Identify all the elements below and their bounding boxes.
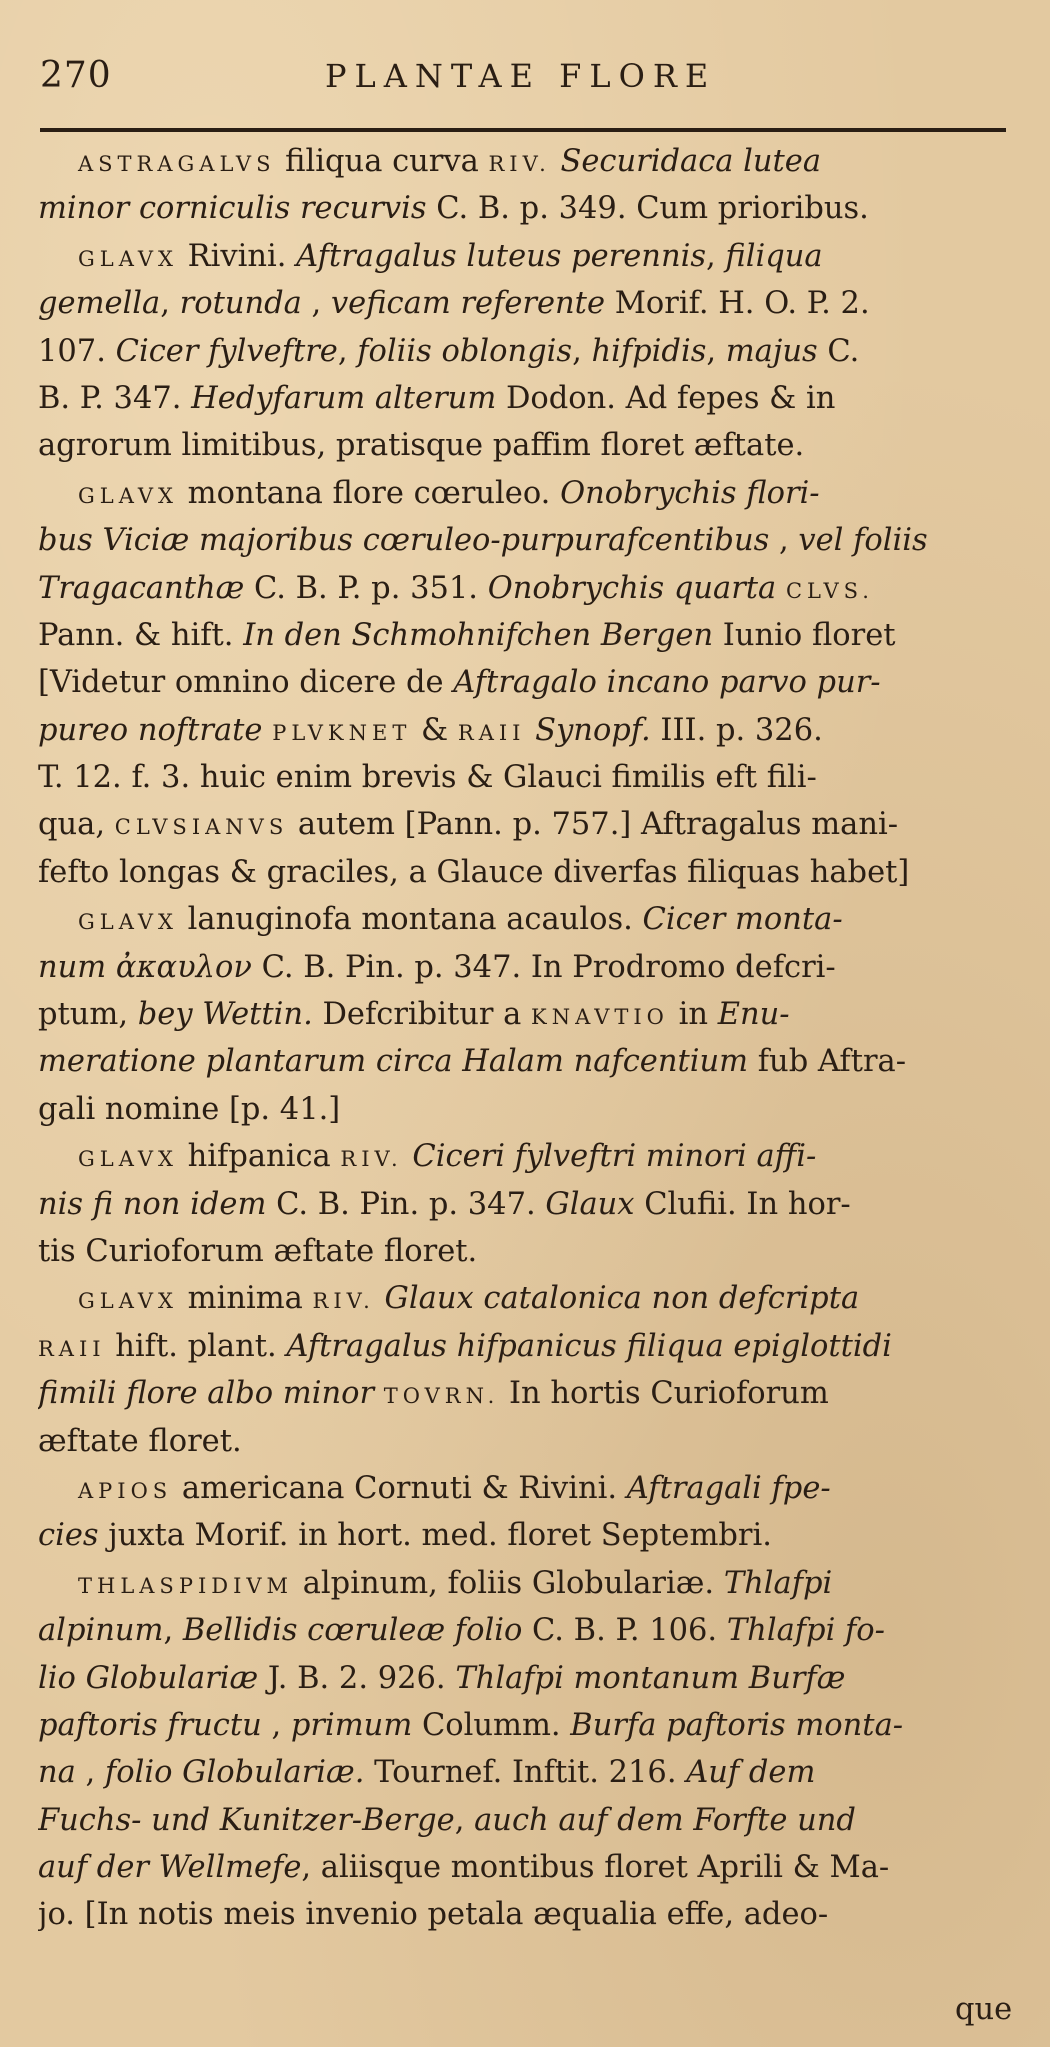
- text-run: tis Curioforum æftate floret.: [38, 1233, 478, 1269]
- italic-text: num: [38, 949, 107, 985]
- text-run: qua,: [38, 807, 115, 843]
- italic-text: vel foliis: [798, 523, 928, 559]
- text-line: [38, 280, 1012, 327]
- italic-text: Glaux: [545, 1186, 635, 1222]
- text-line: [38, 138, 1012, 185]
- small-caps-name: PLVKNET: [272, 720, 412, 745]
- text-run: gali nomine [p. 41.]: [38, 1091, 341, 1127]
- italic-text: Thlafpi montanum Burfæ: [455, 1660, 846, 1696]
- text-run: B. P. 347.: [38, 380, 192, 416]
- small-caps-name: ASTRAGALVS: [78, 152, 276, 176]
- text-run: &: [411, 712, 458, 748]
- text-line: [38, 1228, 1012, 1275]
- text-run: montana flore cœruleo.: [177, 475, 561, 511]
- italic-text: majus: [725, 333, 818, 369]
- text-run: [262, 713, 272, 748]
- italic-text: minor corniculis recurvis: [38, 191, 427, 227]
- italic-text: auf der Wellmefe: [38, 1850, 302, 1886]
- text-run: fub Aftra-: [748, 1044, 907, 1080]
- text-run: C. B. Pin. p. 347.: [266, 1186, 546, 1222]
- text-line: [38, 233, 1012, 280]
- text-run: ,: [706, 333, 726, 369]
- text-run: ptum,: [38, 997, 138, 1033]
- text-line: [38, 801, 1012, 848]
- text-run: ,: [706, 238, 726, 274]
- text-line: [38, 659, 1012, 706]
- text-line: [38, 1323, 1012, 1370]
- text-run: [Videtur omnino dicere de: [38, 665, 454, 701]
- italic-text: hifpidis: [591, 333, 707, 369]
- catchword: que: [955, 1992, 1013, 2027]
- text-line: [38, 517, 1012, 564]
- text-line: [38, 944, 1012, 991]
- text-line: [38, 1749, 1012, 1796]
- small-caps-name: GLAVX: [78, 483, 178, 508]
- text-run: C. B. Pin. p. 347. In Prodromo defcri-: [251, 949, 836, 985]
- text-run: [776, 571, 786, 606]
- italic-text: Aftragalus luteus perennis: [296, 238, 706, 274]
- text-line: [38, 849, 1012, 896]
- italic-text: paftoris fructu: [38, 1707, 262, 1743]
- text-run: jo. [In notis meis invenio petala æqualia effe, adeo-: [38, 1897, 829, 1933]
- text-run: Dodon. Ad fepes & in: [496, 380, 836, 416]
- italic-text: foliis oblongis: [357, 333, 573, 369]
- small-caps-name: GLAVX: [78, 1147, 178, 1172]
- text-line: [38, 375, 1012, 422]
- italic-text: bey Wettin.: [137, 997, 313, 1033]
- text-line: [38, 1844, 1012, 1891]
- small-caps-name: CLVS.: [785, 578, 874, 603]
- text-run: III. p. 326.: [650, 712, 823, 748]
- italic-text: Synopf.: [535, 712, 651, 748]
- running-head: PLANTAE FLORE: [325, 57, 717, 95]
- text-run: Clufii. In hor-: [634, 1186, 851, 1222]
- page-header: [40, 55, 1010, 105]
- text-line: [38, 1465, 1012, 1512]
- italic-text: Tragacanthæ: [38, 570, 245, 606]
- text-line: [38, 1655, 1012, 1702]
- text-line: [38, 1418, 1012, 1465]
- text-line: [38, 328, 1012, 375]
- text-run: ,: [163, 1613, 183, 1649]
- small-caps-name: CLVSIANVS: [114, 815, 289, 840]
- italic-text: Cicer fylveftre: [115, 333, 338, 369]
- text-line: [38, 896, 1012, 943]
- text-run: ,: [75, 1755, 105, 1791]
- text-line: [38, 565, 1012, 612]
- text-line: [38, 612, 1012, 659]
- italic-text: In den Schmohnifchen Bergen: [243, 617, 714, 653]
- text-line: [38, 991, 1012, 1038]
- text-line: [38, 1181, 1012, 1228]
- text-run: ,: [572, 333, 592, 369]
- text-run: Tournef. Inftit. 216.: [364, 1755, 687, 1791]
- text-run: lanuginofa montana acaulos.: [177, 902, 643, 938]
- text-run: fefto longas & graciles, a Glauce diverfas filiquas habet]: [38, 854, 910, 890]
- italic-text: Onobrychis quarta: [487, 570, 777, 606]
- small-caps-name: RIV.: [312, 1289, 375, 1314]
- page-number: 270: [40, 55, 112, 96]
- text-run: In hortis Curioforum: [499, 1376, 829, 1412]
- text-run: Morif. H. O. P. 2.: [605, 286, 870, 322]
- italic-text: lio Globulariæ: [38, 1660, 259, 1696]
- text-line: [38, 1607, 1012, 1654]
- text-run: C. B. P. 106.: [522, 1613, 727, 1649]
- small-caps-name: RIV.: [488, 152, 551, 176]
- text-line: [38, 1275, 1012, 1322]
- text-run: ,: [769, 523, 799, 559]
- text-run: T. 12. f. 3. huic enim brevis & Glauci fimilis eft fili-: [38, 760, 817, 796]
- italic-text: nis fi non idem: [38, 1186, 267, 1222]
- italic-text: Burfa paftoris monta-: [570, 1707, 904, 1743]
- italic-text: veficam referente: [330, 286, 605, 322]
- text-run: agrorum limitibus, pratisque paffim floret æftate.: [38, 428, 805, 464]
- text-run: minima: [177, 1281, 313, 1317]
- text-line: [38, 185, 1012, 232]
- text-line: [38, 1702, 1012, 1749]
- text-line: [38, 1560, 1012, 1607]
- small-caps-name: GLAVX: [78, 1289, 178, 1314]
- italic-text: Enu-: [717, 997, 790, 1033]
- italic-text: Securidaca lutea: [550, 144, 822, 179]
- text-run: C. B. P. p. 351.: [244, 570, 488, 606]
- italic-text: auch auf dem Forfte und: [474, 1802, 856, 1838]
- italic-text: Ciceri fylveftri minori affi-: [412, 1139, 817, 1175]
- italic-text: Glaux catalonica non defcripta: [384, 1281, 860, 1317]
- text-run: [374, 1376, 384, 1411]
- italic-text: rotunda: [179, 286, 302, 322]
- text-run: J. B. 2. 926.: [258, 1660, 456, 1696]
- small-caps-name: TOVRN.: [383, 1384, 500, 1409]
- small-caps-name: RAII: [457, 720, 526, 745]
- text-run: Rivini.: [177, 238, 297, 274]
- text-run: ,: [301, 286, 331, 322]
- small-caps-name: THLASPIDIVM: [78, 1573, 294, 1598]
- italic-text: pureo noftrate: [38, 712, 263, 748]
- text-run: ,: [160, 286, 180, 322]
- small-caps-name: GLAVX: [78, 910, 178, 935]
- text-line: [38, 1797, 1012, 1844]
- text-line: [38, 1370, 1012, 1417]
- text-run: [525, 713, 535, 748]
- italic-text: Cicer monta-: [642, 902, 843, 938]
- italic-text: filiqua: [725, 238, 823, 274]
- italic-text: gemella: [38, 286, 161, 322]
- italic-text: folio Globulariæ.: [104, 1755, 365, 1791]
- italic-text: Bellidis cœruleæ folio: [182, 1613, 523, 1649]
- text-run: ,: [261, 1707, 291, 1743]
- italic-text: fimili flore albo minor: [38, 1376, 375, 1412]
- small-caps-name: GLAVX: [78, 246, 178, 271]
- small-caps-name: RAII: [38, 1336, 106, 1361]
- italic-text: Aftragali fpe-: [626, 1470, 831, 1506]
- text-run: ,: [337, 333, 358, 369]
- text-run: alpinum, foliis Globulariæ.: [293, 1565, 724, 1601]
- text-line: [38, 1038, 1012, 1085]
- italic-text: cies: [38, 1518, 99, 1554]
- text-line: [38, 1512, 1012, 1559]
- text-line: [38, 470, 1012, 517]
- small-caps-name: KNAVTIO: [531, 1005, 669, 1030]
- italic-text: na: [38, 1755, 76, 1791]
- italic-text: Onobrychis flori-: [560, 475, 820, 511]
- text-run: Defcribitur a: [312, 997, 532, 1033]
- italic-text: Auf dem: [686, 1755, 816, 1791]
- italic-text: alpinum: [38, 1613, 164, 1649]
- text-run: autem [Pann. p. 757.] Aftragalus mani-: [288, 807, 899, 843]
- text-run: ,: [454, 1802, 475, 1838]
- italic-text: Aftragalo incano parvo pur-: [453, 665, 881, 701]
- text-line: [38, 707, 1012, 754]
- text-run: [403, 1139, 413, 1174]
- text-run: hifpanica: [177, 1139, 341, 1175]
- italic-text: Thlafpi: [723, 1565, 833, 1601]
- italic-text: Fuchs- und Kunitzer-Berge: [38, 1802, 455, 1838]
- text-run: Pann. & hift.: [38, 617, 244, 653]
- text-run: , aliisque montibus floret Aprili & Ma-: [301, 1850, 890, 1886]
- text-run: [375, 1281, 385, 1316]
- text-line: [38, 1891, 1012, 1938]
- italic-text: ἀκαυλον: [106, 949, 252, 985]
- text-run: hift. plant.: [105, 1328, 287, 1364]
- small-caps-name: RIV.: [340, 1147, 403, 1172]
- italic-text: meratione plantarum circa Halam nafcentium: [38, 1044, 749, 1080]
- text-run: filiqua curva: [275, 144, 489, 179]
- text-line: [38, 1133, 1012, 1180]
- text-run: 107.: [38, 333, 116, 369]
- text-run: C.: [817, 333, 860, 369]
- italic-text: Hedyfarum alterum: [191, 380, 497, 416]
- text-line: [38, 754, 1012, 801]
- text-run: C. B. p. 349. Cum prioribus.: [426, 191, 869, 227]
- text-line: [38, 1086, 1012, 1133]
- text-run: in: [668, 997, 718, 1033]
- text-run: Columm.: [412, 1707, 571, 1743]
- text-line: [38, 422, 1012, 469]
- italic-text: bus Viciæ majoribus cœruleo-purpurafcentibus: [38, 523, 770, 559]
- small-caps-name: APIOS: [78, 1478, 173, 1503]
- italic-text: primum: [290, 1707, 413, 1743]
- italic-text: Aftragalus hifpanicus filiqua epiglottidi: [286, 1328, 892, 1364]
- text-run: æftate floret.: [38, 1423, 242, 1459]
- text-run: Iunio floret: [713, 617, 896, 653]
- text-run: americana Cornuti & Rivini.: [172, 1470, 627, 1506]
- italic-text: Thlafpi fo-: [726, 1613, 885, 1649]
- header-rule: [40, 128, 1006, 132]
- body-text: [38, 138, 1012, 1939]
- text-run: juxta Morif. in hort. med. floret Septembri.: [98, 1518, 772, 1554]
